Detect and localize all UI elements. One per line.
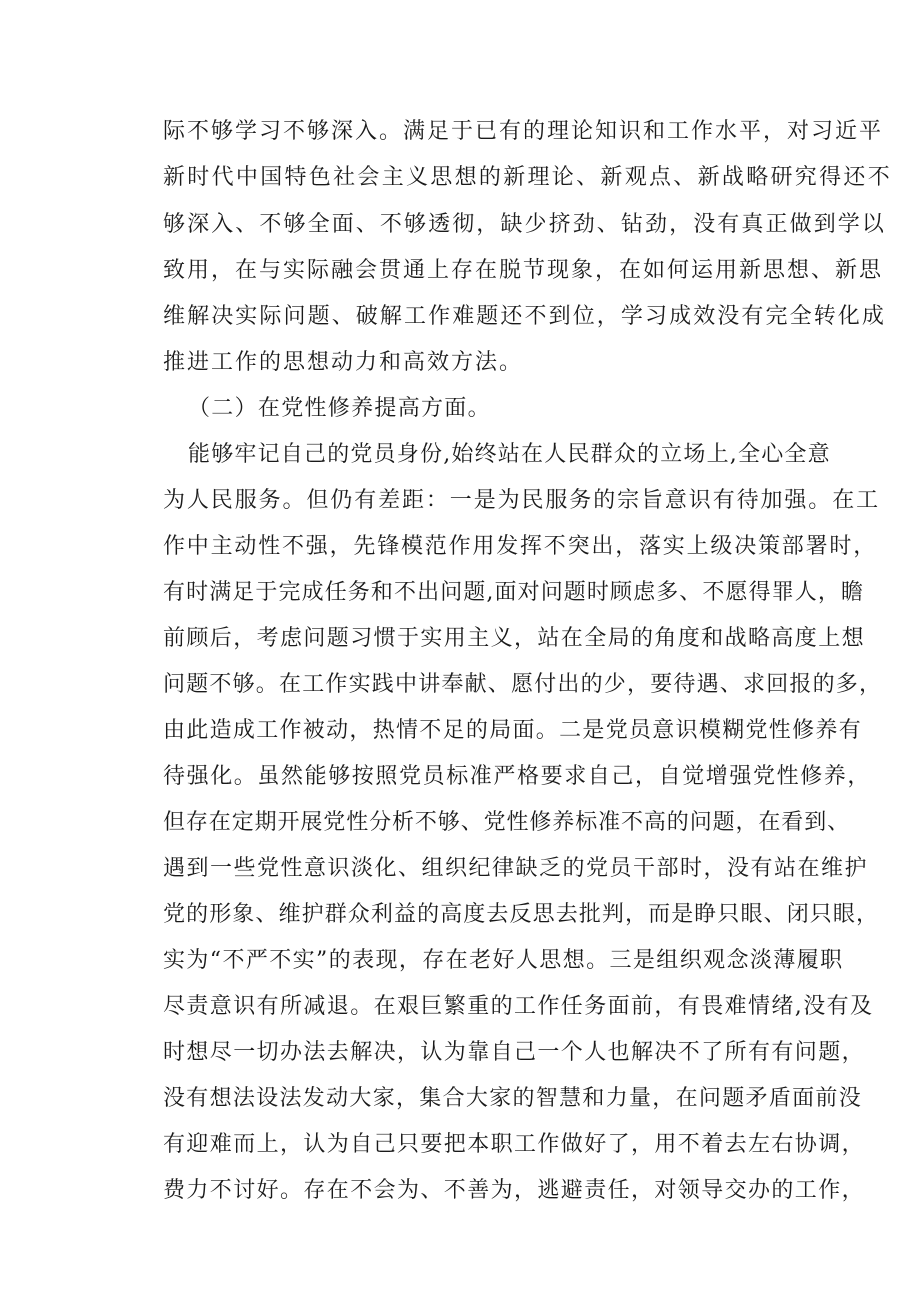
paragraph-line: 有迎难而上，认为自己只要把本职工作做好了，用不着去左右协调， [163,1132,866,1157]
paragraph-line: 遇到一些党性意识淡化、组织纪律缺乏的党员干部时，没有站在维护 [163,856,869,881]
paragraph-line: 待强化。虽然能够按照党员标准严格要求自己，自觉增强党性修养， [163,764,872,789]
paragraph-line: 能够牢记自己的党员身份,始终站在人民群众的立场上,全心全意 [188,442,831,467]
paragraph-line: 实为“不严不实”的表现，存在老好人思想。三是组织观念淡薄履职 [163,948,844,973]
paragraph-line: 问题不够。在工作实践中讲奉献、愿付出的少，要待遇、求回报的多， [163,672,883,697]
paragraph-line: 新时代中国特色社会主义思想的新理论、新观点、新战略研究得还不 [163,165,893,190]
paragraph-line: 由此造成工作被动，热情不足的局面。二是党员意识模糊党性修养有 [163,718,863,743]
paragraph-line: 际不够学习不够深入。满足于已有的理论知识和工作水平，对习近平 [163,119,884,144]
paragraph-line: 但存在定期开展党性分析不够、党性修养标准不高的问题，在看到、 [163,810,851,835]
paragraph-line: 有时满足于完成任务和不出问题,面对问题时顾虑多、不愿得罪人，瞻 [163,580,865,605]
paragraph-line: 致用，在与实际融会贯通上存在脱节现象，在如何运用新思想、新思 [163,258,884,283]
paragraph-line: 尽责意识有所减退。在艰巨繁重的工作任务面前，有畏难情绪,没有及 [163,994,874,1019]
paragraph-line: 党的形象、维护群众利益的高度去反思去批判，而是睁只眼、闭只眼， [163,902,880,927]
paragraph-line: 作中主动性不强，先锋模范作用发挥不突出，落实上级决策部署时， [163,534,878,559]
section-heading: （二）在党性修养提高方面。 [188,396,491,421]
paragraph-line: 费力不讨好。存在不会为、不善为，逃避责任，对领导交办的工作， [163,1178,866,1203]
paragraph-line: 没有想法设法发动大家，集合大家的智慧和力量，在问题矛盾面前没 [163,1086,863,1111]
paragraph-line: 时想尽一切办法去解决，认为靠自己一个人也解决不了所有有问题， [163,1040,866,1065]
paragraph-line: 维解决实际问题、破解工作难题还不到位，学习成效没有完全转化成 [163,304,887,329]
paragraph-line: 够深入、不够全面、不够透彻，缺少挤劲、钻劲，没有真正做到学以 [163,212,887,237]
paragraph-line: 推进工作的思想动力和高效方法。 [163,350,524,375]
paragraph-line: 前顾后，考虑问题习惯于实用主义，站在全局的角度和战略高度上想 [163,626,866,651]
paragraph-line: 为人民服务。但仍有差距：一是为民服务的宗旨意识有待加强。在工 [163,488,881,513]
